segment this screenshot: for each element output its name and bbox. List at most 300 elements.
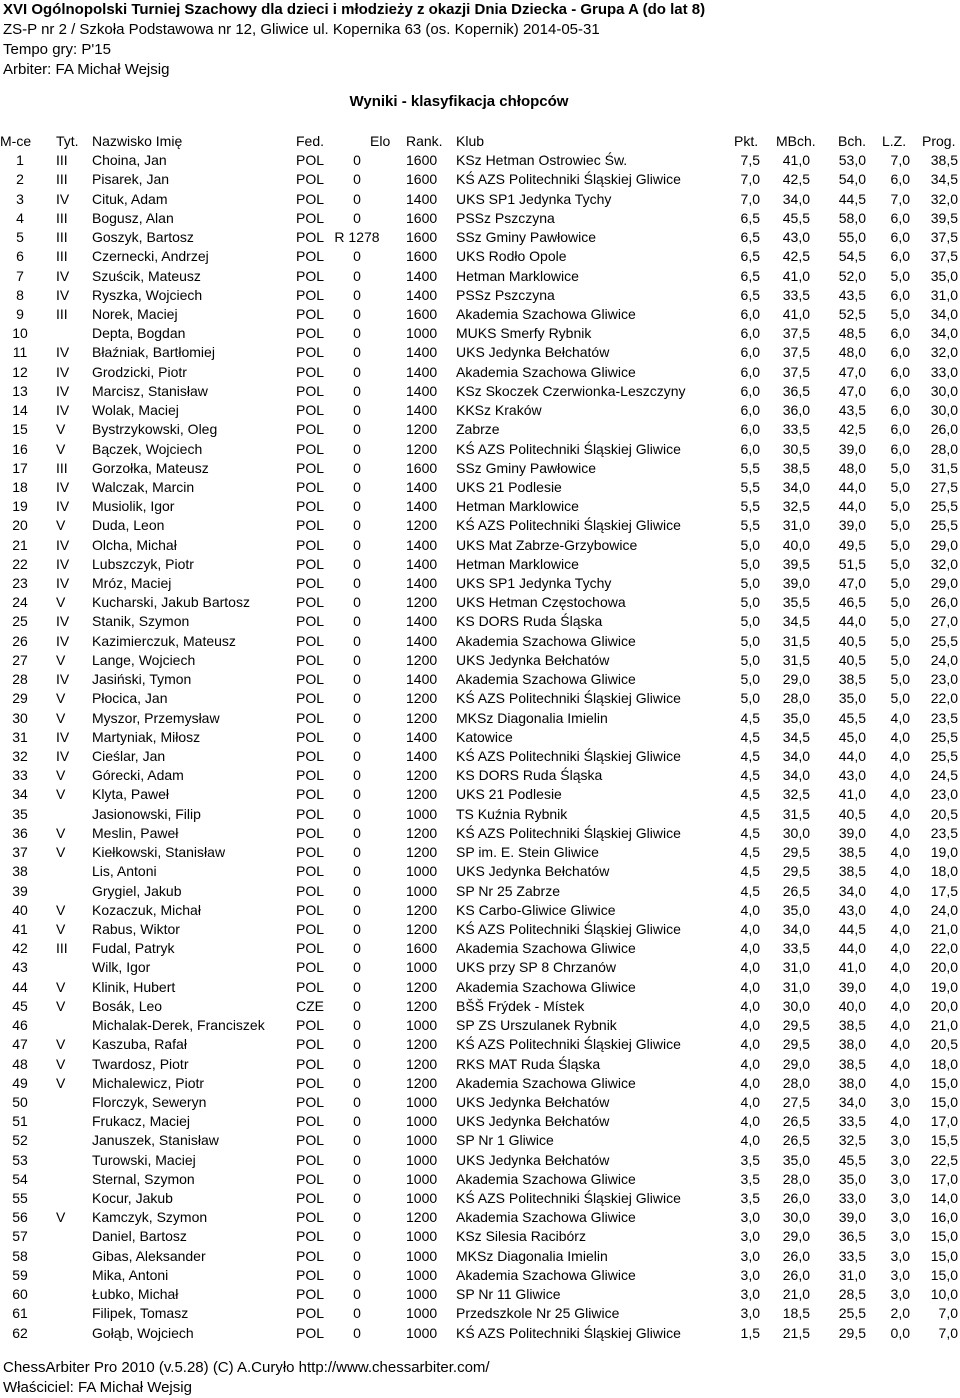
cell-elo: 0 (353, 959, 361, 976)
cell-buchholz: 40,0 (838, 997, 866, 1014)
cell-wins: 5,0 (890, 267, 910, 284)
cell-wins: 4,0 (890, 920, 910, 937)
cell-club: KS Carbo-Gliwice Gliwice (456, 901, 616, 918)
cell-median-buchholz: 34,0 (782, 478, 810, 495)
cell-place: 3 (16, 190, 24, 207)
cell-wins: 5,0 (890, 478, 910, 495)
cell-progress: 7,0 (938, 1305, 958, 1322)
cell-progress: 15,0 (930, 1266, 958, 1283)
cell-elo: 0 (353, 517, 361, 534)
cell-club: TS Kuźnia Rybnik (456, 805, 568, 822)
cell-club: KŚ AZS Politechniki Śląskiej Gliwice (456, 920, 681, 937)
cell-progress: 14,0 (930, 1190, 958, 1207)
cell-median-buchholz: 36,0 (782, 402, 810, 419)
table-row (0, 843, 960, 862)
cell-progress: 19,0 (930, 844, 958, 861)
cell-rank: 1400 (406, 748, 438, 764)
cell-points: 3,0 (740, 1266, 760, 1283)
cell-buchholz: 44,0 (838, 940, 866, 957)
cell-federation: POL (296, 824, 325, 841)
cell-name: Michalewicz, Piotr (92, 1074, 205, 1091)
cell-median-buchholz: 32,5 (782, 786, 810, 803)
col-header-points: Pkt. (734, 133, 759, 149)
cell-federation: POL (296, 1324, 325, 1341)
cell-name: Bystrzykowski, Oleg (92, 421, 218, 438)
cell-points: 5,0 (740, 575, 760, 592)
cell-club: KŚ AZS Politechniki Śląskiej Gliwice (456, 824, 681, 841)
cell-title: III (56, 940, 68, 957)
cell-place: 16 (12, 440, 28, 457)
cell-rank: 1600 (406, 248, 438, 265)
cell-progress: 29,0 (930, 575, 958, 592)
cell-title: V (56, 767, 66, 784)
cell-wins: 4,0 (890, 997, 910, 1014)
cell-place: 28 (12, 671, 28, 688)
cell-progress: 23,5 (930, 824, 958, 841)
cell-points: 4,5 (740, 728, 760, 745)
table-row (0, 1055, 960, 1074)
cell-name: Pisarek, Jan (92, 171, 170, 188)
cell-points: 4,0 (740, 1055, 760, 1072)
col-header-place: M-ce (0, 133, 32, 149)
cell-federation: POL (296, 517, 325, 534)
cell-elo: 0 (353, 248, 361, 265)
cell-place: 31 (12, 728, 28, 745)
cell-median-buchholz: 26,5 (782, 882, 810, 899)
cell-name: Gibas, Aleksander (92, 1247, 206, 1264)
cell-buchholz: 38,0 (838, 1074, 866, 1091)
cell-name: Turowski, Maciej (92, 1151, 196, 1168)
cell-club: KSz Skoczek Czerwionka-Leszczyny (456, 382, 686, 399)
cell-rank: 1600 (406, 171, 438, 188)
cell-median-buchholz: 26,5 (782, 1132, 810, 1149)
cell-median-buchholz: 43,0 (782, 229, 810, 246)
cell-progress: 24,5 (930, 767, 958, 784)
cell-median-buchholz: 28,0 (782, 1074, 810, 1091)
cell-wins: 3,0 (890, 1266, 910, 1283)
cell-federation: POL (296, 363, 325, 380)
cell-buchholz: 40,5 (838, 805, 866, 822)
cell-rank: 1200 (406, 901, 438, 918)
cell-federation: POL (296, 536, 325, 553)
cell-club: Akademia Szachowa Gliwice (456, 671, 636, 688)
table-row (0, 247, 960, 266)
cell-points: 6,0 (740, 402, 760, 419)
cell-progress: 17,5 (930, 882, 958, 899)
document-footer (3, 1358, 490, 1398)
cell-rank: 1200 (406, 709, 438, 726)
cell-median-buchholz: 37,5 (782, 344, 810, 361)
cell-elo: 0 (353, 1266, 361, 1283)
cell-rank: 1400 (406, 536, 438, 553)
cell-name: Rabus, Wiktor (92, 920, 180, 937)
cell-elo: 0 (353, 152, 361, 169)
cell-name: Lubszczyk, Piotr (92, 555, 194, 572)
cell-club: Akademia Szachowa Gliwice (456, 363, 636, 380)
cell-federation: POL (296, 632, 325, 649)
cell-elo: 0 (353, 940, 361, 957)
table-row (0, 1170, 960, 1189)
cell-elo: 0 (353, 728, 361, 745)
cell-federation: POL (296, 1093, 325, 1110)
cell-club: UKS SP1 Jedynka Tychy (456, 190, 612, 207)
cell-elo: 0 (353, 267, 361, 284)
cell-rank: 1600 (406, 305, 438, 322)
cell-name: Fudal, Patryk (92, 940, 175, 957)
cell-club: SP im. E. Stein Gliwice (456, 844, 599, 861)
cell-place: 26 (12, 632, 28, 649)
cell-buchholz: 45,0 (838, 728, 866, 745)
cell-federation: POL (296, 786, 325, 803)
cell-club: MUKS Smerfy Rybnik (456, 325, 592, 342)
table-row (0, 862, 960, 881)
table-header (0, 132, 960, 151)
cell-buchholz: 41,0 (838, 959, 866, 976)
cell-points: 6,5 (740, 286, 760, 303)
col-header-progress: Prog. (922, 133, 956, 149)
cell-place: 44 (12, 978, 28, 995)
cell-wins: 5,0 (890, 575, 910, 592)
cell-place: 10 (12, 325, 28, 342)
cell-median-buchholz: 39,0 (782, 575, 810, 592)
cell-name: Kamczyk, Szymon (92, 1209, 208, 1226)
cell-elo: 0 (353, 863, 361, 880)
cell-points: 4,5 (740, 767, 760, 784)
cell-progress: 32,0 (930, 344, 958, 361)
table-row (0, 382, 960, 401)
cell-buchholz: 44,5 (838, 920, 866, 937)
cell-place: 5 (16, 229, 24, 246)
cell-rank: 1400 (406, 286, 438, 303)
cell-club: UKS Mat Zabrze-Grzybowice (456, 536, 638, 553)
cell-name: Grygiel, Jakub (92, 882, 182, 899)
cell-place: 18 (12, 478, 28, 495)
cell-median-buchholz: 32,5 (782, 498, 810, 515)
cell-club: Akademia Szachowa Gliwice (456, 1074, 636, 1091)
cell-federation: POL (296, 1055, 325, 1072)
cell-median-buchholz: 42,5 (782, 171, 810, 188)
cell-title: IV (56, 344, 70, 361)
cell-wins: 5,0 (890, 651, 910, 668)
cell-title: III (56, 459, 68, 476)
section-title: Wyniki - klasyfikacja chłopców (349, 93, 569, 110)
cell-points: 5,5 (740, 498, 760, 515)
table-row (0, 1227, 960, 1246)
cell-name: Szuścik, Mateusz (92, 267, 201, 284)
cell-progress: 30,0 (930, 382, 958, 399)
cell-points: 6,0 (740, 363, 760, 380)
cell-rank: 1000 (406, 1286, 438, 1303)
cell-points: 4,0 (740, 920, 760, 937)
cell-place: 38 (12, 863, 28, 880)
cell-rank: 1200 (406, 767, 438, 784)
cell-buchholz: 47,0 (838, 575, 866, 592)
cell-median-buchholz: 38,5 (782, 459, 810, 476)
cell-buchholz: 44,0 (838, 498, 866, 515)
col-header-name: Nazwisko Imię (92, 133, 183, 149)
cell-club: UKS Hetman Częstochowa (456, 594, 626, 611)
cell-elo: 0 (353, 1017, 361, 1034)
cell-wins: 3,0 (890, 1132, 910, 1149)
document-header (3, 0, 705, 80)
cell-buchholz: 48,0 (838, 459, 866, 476)
cell-points: 4,0 (740, 1093, 760, 1110)
cell-place: 42 (12, 940, 28, 957)
cell-place: 34 (12, 786, 28, 803)
cell-elo: 0 (353, 190, 361, 207)
cell-place: 17 (12, 459, 28, 476)
cell-points: 3,5 (740, 1190, 760, 1207)
cell-name: Musiolik, Igor (92, 498, 175, 515)
cell-progress: 34,0 (930, 325, 958, 342)
table-row (0, 612, 960, 631)
cell-progress: 23,5 (930, 709, 958, 726)
cell-points: 6,5 (740, 248, 760, 265)
cell-progress: 31,0 (930, 286, 958, 303)
tournament-tempo: Tempo gry: P'15 (3, 41, 111, 58)
cell-name: Klinik, Hubert (92, 978, 176, 995)
cell-rank: 1000 (406, 959, 438, 976)
cell-progress: 21,0 (930, 920, 958, 937)
cell-rank: 1200 (406, 440, 438, 457)
cell-federation: POL (296, 1190, 325, 1207)
cell-federation: POL (296, 978, 325, 995)
table-row (0, 267, 960, 286)
cell-rank: 1200 (406, 786, 438, 803)
cell-progress: 27,5 (930, 478, 958, 495)
cell-wins: 6,0 (890, 171, 910, 188)
cell-buchholz: 45,5 (838, 1151, 866, 1168)
cell-name: Duda, Leon (92, 517, 165, 534)
cell-wins: 5,0 (890, 498, 910, 515)
cell-progress: 20,0 (930, 959, 958, 976)
cell-title: V (56, 901, 66, 918)
cell-federation: POL (296, 709, 325, 726)
table-row (0, 1266, 960, 1285)
cell-place: 13 (12, 382, 28, 399)
cell-title: IV (56, 748, 70, 764)
cell-progress: 32,0 (930, 555, 958, 572)
cell-progress: 37,5 (930, 248, 958, 265)
cell-buchholz: 35,0 (838, 690, 866, 707)
cell-progress: 22,0 (930, 940, 958, 957)
cell-buchholz: 38,5 (838, 671, 866, 688)
cell-median-buchholz: 35,0 (782, 709, 810, 726)
cell-wins: 6,0 (890, 229, 910, 246)
cell-points: 3,0 (740, 1228, 760, 1245)
cell-name: Wolak, Maciej (92, 402, 179, 419)
cell-progress: 29,0 (930, 536, 958, 553)
table-row (0, 478, 960, 497)
cell-name: Mróz, Maciej (92, 575, 172, 592)
cell-wins: 3,0 (890, 1093, 910, 1110)
cell-place: 37 (12, 844, 28, 861)
cell-points: 4,0 (740, 940, 760, 957)
cell-place: 50 (12, 1093, 28, 1110)
cell-rank: 1200 (406, 824, 438, 841)
cell-points: 4,5 (740, 748, 760, 764)
cell-club: UKS Jedynka Bełchatów (456, 344, 610, 361)
cell-name: Twardosz, Piotr (92, 1055, 189, 1072)
table-row (0, 593, 960, 612)
cell-wins: 6,0 (890, 209, 910, 226)
software-credit: ChessArbiter Pro 2010 (v.5.28) (C) A.Curyło http://www.chessarbiter.com/ (3, 1359, 490, 1376)
cell-median-buchholz: 33,5 (782, 421, 810, 438)
cell-elo: 0 (353, 209, 361, 226)
cell-name: Kiełkowski, Stanisław (92, 844, 226, 861)
table-row (0, 632, 960, 651)
cell-median-buchholz: 31,0 (782, 978, 810, 995)
cell-title: V (56, 421, 66, 438)
cell-wins: 4,0 (890, 844, 910, 861)
cell-median-buchholz: 33,5 (782, 286, 810, 303)
cell-buchholz: 44,0 (838, 613, 866, 630)
cell-buchholz: 40,5 (838, 632, 866, 649)
cell-name: Lange, Wojciech (92, 651, 196, 668)
cell-median-buchholz: 29,0 (782, 1228, 810, 1245)
cell-points: 5,0 (740, 594, 760, 611)
cell-progress: 26,0 (930, 594, 958, 611)
cell-progress: 15,0 (930, 1247, 958, 1264)
cell-place: 61 (12, 1305, 28, 1322)
cell-elo: 0 (353, 1209, 361, 1226)
cell-median-buchholz: 29,0 (782, 671, 810, 688)
cell-wins: 4,0 (890, 882, 910, 899)
cell-name: Olcha, Michał (92, 536, 177, 553)
cell-federation: POL (296, 1132, 325, 1149)
cell-progress: 37,5 (930, 229, 958, 246)
cell-median-buchholz: 34,0 (782, 190, 810, 207)
cell-club: PSSz Pszczyna (456, 286, 555, 303)
cell-rank: 1400 (406, 382, 438, 399)
cell-name: Choina, Jan (92, 152, 167, 169)
cell-federation: POL (296, 728, 325, 745)
table-row (0, 747, 960, 766)
cell-median-buchholz: 26,0 (782, 1247, 810, 1264)
cell-club: Hetman Marklowice (456, 555, 579, 572)
cell-median-buchholz: 18,5 (782, 1305, 810, 1322)
cell-wins: 3,0 (890, 1247, 910, 1264)
cell-median-buchholz: 42,5 (782, 248, 810, 265)
cell-progress: 23,0 (930, 671, 958, 688)
cell-points: 4,0 (740, 1113, 760, 1130)
cell-title: III (56, 305, 68, 322)
cell-buchholz: 35,0 (838, 1170, 866, 1187)
cell-elo: 0 (353, 748, 361, 764)
cell-federation: POL (296, 344, 325, 361)
cell-wins: 5,0 (890, 594, 910, 611)
cell-buchholz: 58,0 (838, 209, 866, 226)
cell-points: 7,5 (740, 152, 760, 169)
cell-points: 5,0 (740, 690, 760, 707)
cell-rank: 1000 (406, 1228, 438, 1245)
cell-name: Norek, Maciej (92, 305, 178, 322)
cell-rank: 1600 (406, 459, 438, 476)
cell-progress: 21,0 (930, 1017, 958, 1034)
cell-rank: 1400 (406, 498, 438, 515)
cell-federation: POL (296, 1017, 325, 1034)
cell-rank: 1400 (406, 728, 438, 745)
cell-name: Daniel, Bartosz (92, 1228, 187, 1245)
cell-federation: POL (296, 671, 325, 688)
cell-buchholz: 43,5 (838, 402, 866, 419)
cell-median-buchholz: 26,0 (782, 1190, 810, 1207)
cell-place: 14 (12, 402, 28, 419)
cell-place: 24 (12, 594, 28, 611)
cell-buchholz: 38,0 (838, 1036, 866, 1053)
cell-wins: 6,0 (890, 248, 910, 265)
table-row (0, 574, 960, 593)
cell-elo: 0 (353, 286, 361, 303)
cell-buchholz: 46,5 (838, 594, 866, 611)
cell-median-buchholz: 27,5 (782, 1093, 810, 1110)
cell-rank: 1200 (406, 651, 438, 668)
cell-club: RKS MAT Ruda Śląska (456, 1055, 601, 1072)
cell-place: 55 (12, 1190, 28, 1207)
cell-buchholz: 39,0 (838, 1209, 866, 1226)
cell-federation: POL (296, 1113, 325, 1130)
table-row (0, 651, 960, 670)
col-header-title: Tyt. (56, 133, 79, 149)
cell-wins: 4,0 (890, 767, 910, 784)
cell-elo: 0 (353, 421, 361, 438)
tournament-venue: ZS-P nr 2 / Szkoła Podstawowa nr 12, Gliwice ul. Kopernika 63 (os. Kopernik) 2014-05-31 (3, 21, 600, 38)
cell-points: 4,0 (740, 1036, 760, 1053)
cell-title: III (56, 229, 68, 246)
cell-place: 9 (16, 305, 24, 322)
cell-elo: 0 (353, 882, 361, 899)
cell-club: SP Nr 1 Gliwice (456, 1132, 554, 1149)
cell-place: 6 (16, 248, 24, 265)
cell-club: KŚ AZS Politechniki Śląskiej Gliwice (456, 171, 681, 188)
cell-wins: 3,0 (890, 1151, 910, 1168)
cell-club: Zabrze (456, 421, 500, 438)
cell-progress: 30,0 (930, 402, 958, 419)
cell-place: 15 (12, 421, 28, 438)
cell-rank: 1000 (406, 805, 438, 822)
cell-federation: POL (296, 1286, 325, 1303)
cell-name: Gorzołka, Mateusz (92, 459, 209, 476)
cell-points: 4,0 (740, 978, 760, 995)
cell-name: Kaszuba, Rafał (92, 1036, 187, 1053)
cell-place: 11 (12, 344, 28, 361)
cell-median-buchholz: 34,0 (782, 920, 810, 937)
cell-place: 52 (12, 1132, 28, 1149)
cell-wins: 4,0 (890, 978, 910, 995)
cell-points: 5,0 (740, 632, 760, 649)
cell-name: Michalak-Derek, Franciszek (92, 1017, 265, 1034)
cell-buchholz: 42,5 (838, 421, 866, 438)
cell-points: 4,5 (740, 824, 760, 841)
cell-rank: 1600 (406, 940, 438, 957)
cell-median-buchholz: 21,0 (782, 1286, 810, 1303)
cell-wins: 3,0 (890, 1190, 910, 1207)
cell-elo: 0 (353, 305, 361, 322)
cell-buchholz: 41,0 (838, 786, 866, 803)
cell-title: IV (56, 382, 70, 399)
cell-elo: 0 (353, 690, 361, 707)
cell-progress: 20,0 (930, 997, 958, 1014)
cell-wins: 3,0 (890, 1286, 910, 1303)
cell-club: Katowice (456, 728, 513, 745)
cell-buchholz: 44,5 (838, 190, 866, 207)
cell-median-buchholz: 35,0 (782, 901, 810, 918)
cell-progress: 16,0 (930, 1209, 958, 1226)
table-row (0, 1074, 960, 1093)
cell-buchholz: 47,0 (838, 363, 866, 380)
cell-buchholz: 54,0 (838, 171, 866, 188)
cell-elo: 0 (353, 1132, 361, 1149)
